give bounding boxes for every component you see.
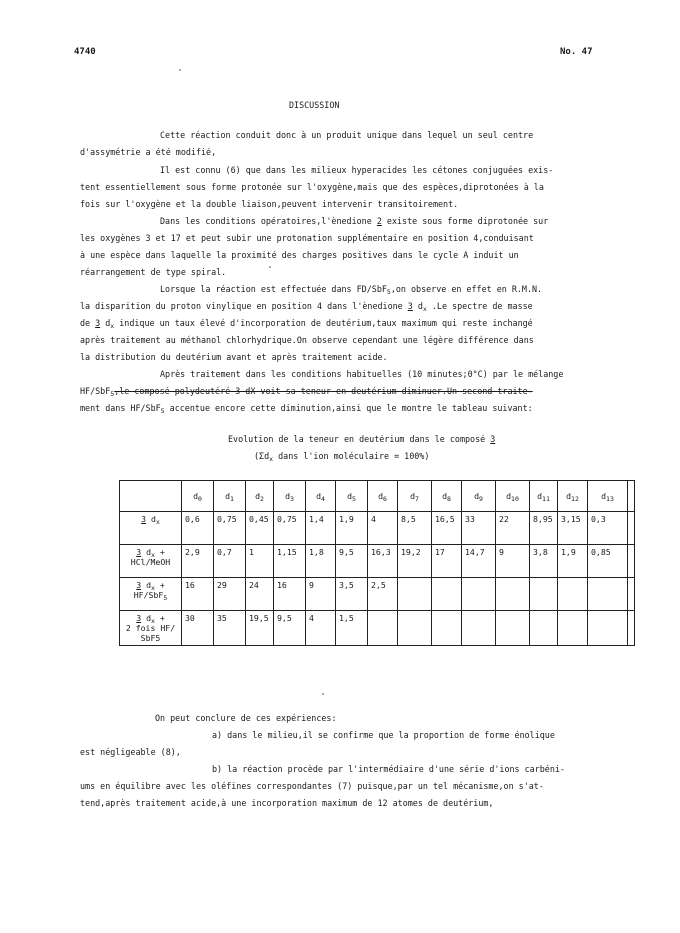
column-header: $d_6$	[368, 481, 398, 512]
paragraph-line: a) dans le milieu,il se confirme que la proportion de forme énolique	[212, 730, 555, 740]
paragraph-line: de 3 $d_x$ indique un taux élevé d'incorporation de deutérium,taux maximum qui reste inchangé	[80, 318, 533, 330]
table-cell: 22	[496, 512, 530, 545]
table-cell: 16,5	[432, 512, 462, 545]
paragraph-line: Lorsque la réaction est effectuée dans FD/SbF$_5$,on observe en effet en R.M.N.	[160, 284, 543, 296]
table-cell	[398, 578, 432, 611]
column-header: $d_{11}$	[530, 481, 558, 512]
table-caption-sub: ($\Sigma d_x$ dans l'ion moléculaire = 100%)	[254, 451, 430, 463]
table-cell: 4	[306, 611, 336, 646]
paragraph-line: à une espèce dans laquelle la proximité des charges positives dans le cycle A induit un	[80, 250, 519, 260]
table-cell	[368, 611, 398, 646]
paragraph-line: Il est connu (6) que dans les milieux hyperacides les cétones conjuguées exis-	[160, 165, 554, 175]
column-header: $d_3$	[274, 481, 306, 512]
paragraph-line: ment dans HF/SbF$_5$ accentue encore cette diminution,ainsi que le montre le tableau suivant:	[80, 403, 533, 415]
column-header: $d_5$	[336, 481, 368, 512]
table-spare-cell	[628, 578, 635, 611]
row-label: 3 $d_x$ + HCl/MeOH	[120, 545, 182, 578]
struck-through-text: ,le composé polydeutéré 3 dX voit sa teneur en deutérium diminuer.Un second traite-	[114, 386, 533, 396]
paragraph-line: On peut conclure de ces expériences:	[155, 713, 337, 723]
table-cell: 19,2	[398, 545, 432, 578]
table-cell	[462, 611, 496, 646]
column-header: $d_2$	[246, 481, 274, 512]
column-header: $d_{13}$	[588, 481, 628, 512]
table-cell: 4	[368, 512, 398, 545]
table-cell: 1	[246, 545, 274, 578]
paragraph-line: après traitement au méthanol chlorhydrique.On observe cependant une légère différence dans	[80, 335, 534, 345]
issue-number: No. 47	[560, 47, 593, 57]
row-label: 3 $d_x$	[120, 512, 182, 545]
paragraph-line: est négligeable (8),	[80, 747, 181, 757]
table-cell: 9	[306, 578, 336, 611]
paragraph-line: réarrangement de type spiral.	[80, 267, 227, 277]
table-cell: 1,8	[306, 545, 336, 578]
table-cell	[462, 578, 496, 611]
paragraph-line: d'assymétrie a été modifié,	[80, 147, 217, 157]
table-caption: Evolution de la teneur en deutérium dans le composé 3	[228, 434, 496, 444]
column-header: $d_{12}$	[558, 481, 588, 512]
table-cell: 30	[182, 611, 214, 646]
table-cell: 1,5	[336, 611, 368, 646]
table-cell: 0,3	[588, 512, 628, 545]
compound-number: 3	[95, 318, 101, 328]
column-header: $d_4$	[306, 481, 336, 512]
table-spare-cell	[628, 512, 635, 545]
table-row	[120, 611, 635, 646]
table-cell: 14,7	[462, 545, 496, 578]
table-cell	[496, 611, 530, 646]
table-cell	[530, 578, 558, 611]
table-cell: 1,9	[336, 512, 368, 545]
paragraph-line: Dans les conditions opératoires,l'ènedione 2 existe sous forme diprotonée sur	[160, 216, 549, 226]
paragraph-line: tent essentiellement sous forme protonée sur l'oxygène,mais que des espèces,diprotonées à la	[80, 182, 544, 192]
table-cell: 0,75	[274, 512, 306, 545]
paragraph-line: fois sur l'oxygène et la double liaison,peuvent intervenir transitoirement.	[80, 199, 459, 209]
column-header: $d_0$	[182, 481, 214, 512]
table-cell: 0,45	[246, 512, 274, 545]
table-row	[120, 512, 635, 545]
section-title: DISCUSSION	[289, 100, 340, 110]
table-cell: 0,75	[214, 512, 246, 545]
table-cell	[530, 611, 558, 646]
paragraph-line: Après traitement dans les conditions habituelles (10 minutes;0°C) par le mélange	[160, 369, 564, 379]
table-cell: 9,5	[336, 545, 368, 578]
table-cell: 3,15	[558, 512, 588, 545]
paragraph-line: HF/SbF$_5$,le composé polydeutéré 3 dX voit sa teneur en deutérium diminuer.Un second traite-	[80, 386, 533, 398]
table-cell: 3,5	[336, 578, 368, 611]
table-cell: 8,5	[398, 512, 432, 545]
table-cell: 3,8	[530, 545, 558, 578]
table-cell	[432, 578, 462, 611]
table-corner-cell	[120, 481, 182, 512]
paragraph-line: b) la réaction procède par l'intermédiaire d'une série d'ions carbéni-	[212, 764, 565, 774]
paragraph-line: les oxygènes 3 et 17 et peut subir une protonation supplémentaire en position 4,conduisant	[80, 233, 534, 243]
table-cell: 0,7	[214, 545, 246, 578]
row-label: 3 $d_x$ + 2 fois HF/ SbF5	[120, 611, 182, 646]
table-cell	[432, 611, 462, 646]
table-spare-cell	[628, 611, 635, 646]
table-cell: 19,5	[246, 611, 274, 646]
paragraph-line: tend,après traitement acide,à une incorporation maximum de 12 atomes de deutérium,	[80, 798, 494, 808]
table-cell	[588, 611, 628, 646]
table-cell	[398, 611, 432, 646]
table-cell: 16,3	[368, 545, 398, 578]
compound-number: 2	[376, 216, 382, 226]
table-cell: 9	[496, 545, 530, 578]
paragraph-line: Cette réaction conduit donc à un produit unique dans lequel un seul centre	[160, 130, 534, 140]
table-cell: 35	[214, 611, 246, 646]
speck-mark	[269, 266, 271, 268]
paragraph-line: la disparition du proton vinylique en position 4 dans l'ènedione 3 $d_x$ .Le spectre de masse	[80, 301, 533, 313]
compound-number: 3	[407, 301, 413, 311]
table-cell: 9,5	[274, 611, 306, 646]
table-cell	[558, 578, 588, 611]
compound-number: 3	[490, 434, 496, 444]
table-row	[120, 578, 635, 611]
column-header: $d_9$	[462, 481, 496, 512]
table-cell: 29	[214, 578, 246, 611]
table-row	[120, 545, 635, 578]
table-cell: 16	[182, 578, 214, 611]
column-header: $d_7$	[398, 481, 432, 512]
page-number: 4740	[74, 47, 96, 57]
table-cell: 16	[274, 578, 306, 611]
speck-mark	[322, 693, 324, 695]
table-cell: 2,9	[182, 545, 214, 578]
table-cell: 2,5	[368, 578, 398, 611]
column-header: $d_1$	[214, 481, 246, 512]
table-spare-cell	[628, 545, 635, 578]
table-cell: 24	[246, 578, 274, 611]
table-cell: 0,6	[182, 512, 214, 545]
speck-mark	[179, 69, 181, 71]
column-header: $d_{10}$	[496, 481, 530, 512]
deuterium-table	[119, 480, 635, 646]
table-cell	[588, 578, 628, 611]
table-cell: 8,95	[530, 512, 558, 545]
paragraph-line: la distribution du deutérium avant et après traitement acide.	[80, 352, 388, 362]
paragraph-line: ums en équilibre avec les oléfines correspondantes (7) puisque,par un tel mécanisme,on s'at-	[80, 781, 544, 791]
table-cell: 1,9	[558, 545, 588, 578]
column-header: $d_8$	[432, 481, 462, 512]
table-cell: 33	[462, 512, 496, 545]
table-spare-cell	[628, 481, 635, 512]
table-cell: 1,15	[274, 545, 306, 578]
table-cell	[496, 578, 530, 611]
table-header-row	[120, 481, 635, 512]
table-cell	[558, 611, 588, 646]
row-label: 3 $d_x$ + HF/SbF$_5$	[120, 578, 182, 611]
table-cell: 1,4	[306, 512, 336, 545]
table-cell: 17	[432, 545, 462, 578]
table-cell: 0,85	[588, 545, 628, 578]
